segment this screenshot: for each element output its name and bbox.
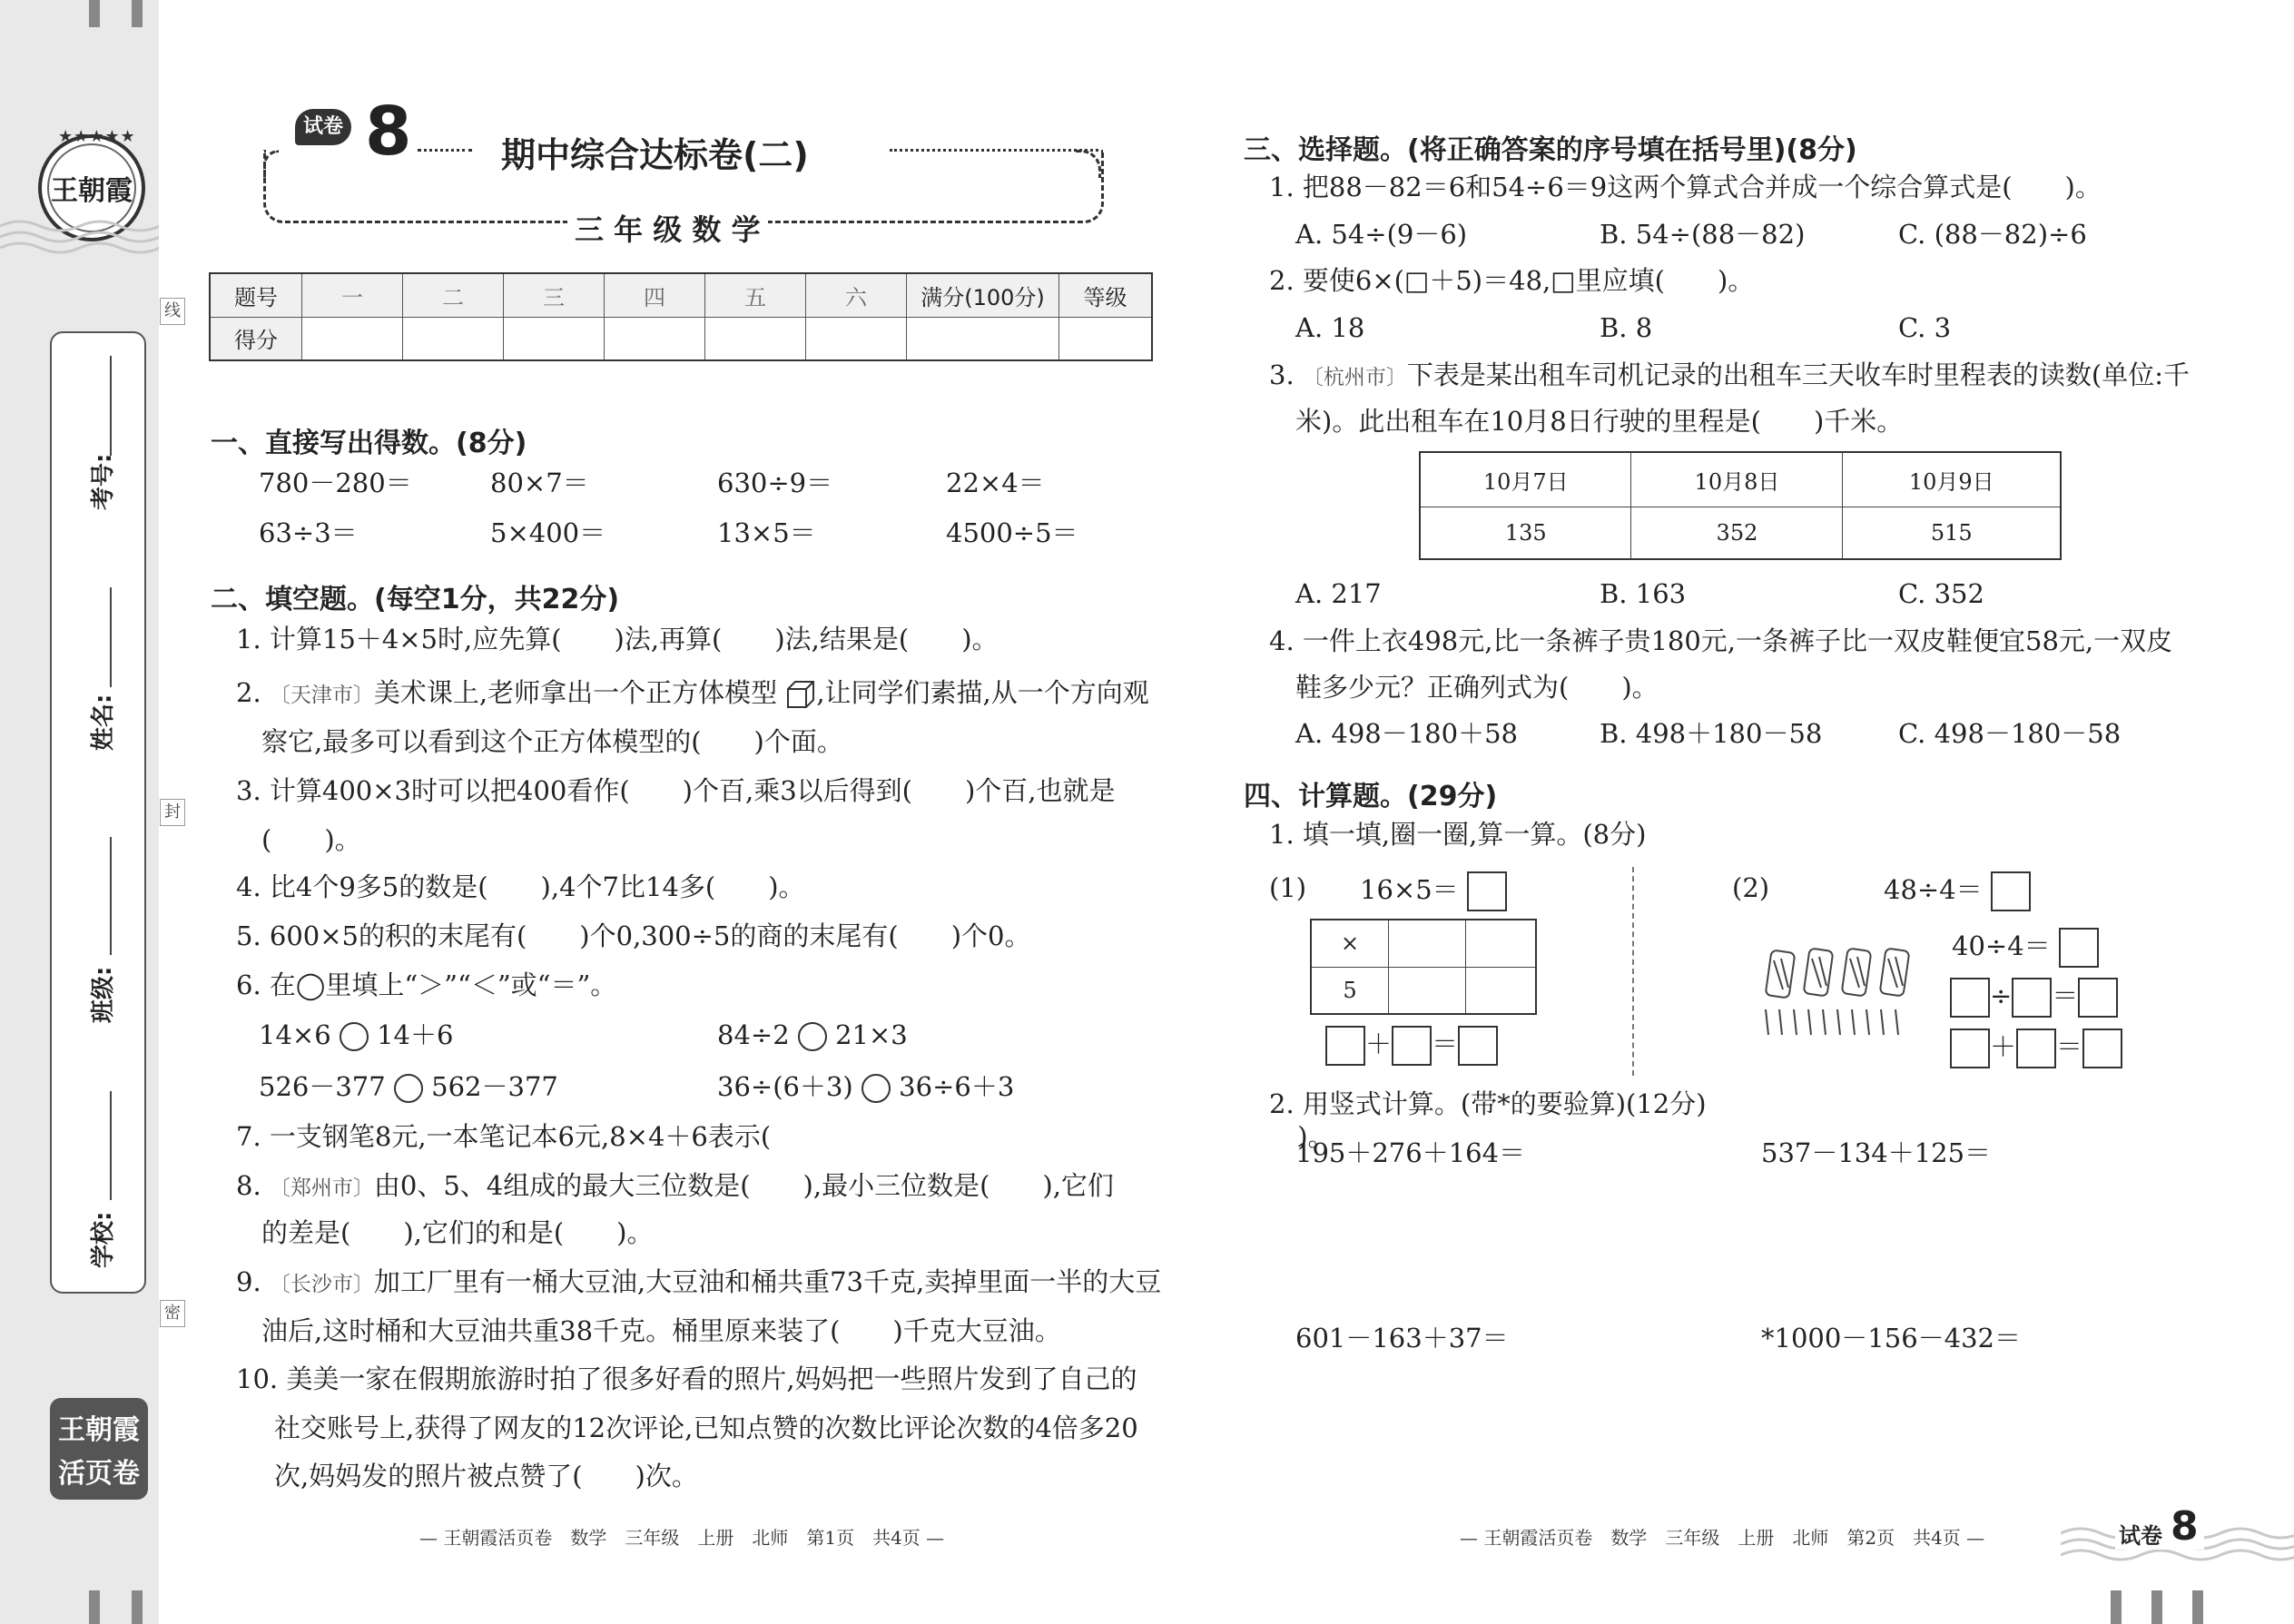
answer-box[interactable] [1325,1026,1365,1066]
s2-q9-line2: 油后,这时桶和大豆油共重38千克。桶里原来装了( )千克大豆油。 [261,1315,1061,1346]
s2-q8-text-a: 由0、5、4组成的最大三位数是( ),最小三位数是( ),它们 [373,1170,1114,1201]
s3-q4-line1: 4. 一件上衣498元,比一条裤子贵180元,一条裤子比一双皮鞋便宜58元,一双皮 [1269,625,2173,656]
s4-calc: 195＋276＋164＝ [1295,1137,1526,1168]
s2-q1: 1. 计算15＋4×5时,应先算( )法,再算( )法,结果是( )。 [236,624,999,655]
s4-calc: 601－163＋37＝ [1295,1323,1509,1353]
s3-q3-city: 〔杭州市〕 [1302,366,1407,389]
score-cell: 六 [806,273,907,317]
section4-title: 四、计算题。(29分) [1244,781,1498,812]
s2-q2-city: 〔天津市〕 [269,684,374,707]
score-header-row [210,273,1152,317]
cube-icon [785,679,816,710]
side-strip-mark [89,1590,100,1624]
s3-q3-num: 3. [1269,359,1295,390]
header-rule-right [890,149,1098,152]
s4-p2-label: (2) [1732,872,1770,903]
s2-q9-city: 〔长沙市〕 [269,1273,374,1296]
score-entry[interactable] [1059,317,1153,360]
equals-sign: ＝ [2056,1031,2083,1062]
odometer-header-row [1420,452,2061,507]
s4-p2-sum-row [1950,1029,2122,1068]
answer-box[interactable] [1458,1026,1498,1066]
bottom-logo-line2: 活页卷 [58,1458,140,1490]
field-banji-line[interactable] [110,837,112,955]
s2-q10-line2: 社交账号上,获得了网友的12次评论,已知点赞的次数比评论次数的4倍多20 [274,1412,1138,1443]
s2-q3-line1: 3. 计算400×3时可以把400看作( )个百,乘3以后得到( )个百,也就是 [236,775,1116,806]
compare-circle[interactable] [340,1022,369,1051]
s1-item: 80×7＝ [490,468,589,498]
grid-cell[interactable] [1466,920,1537,967]
score-cell: 题号 [210,273,302,317]
s2-q6-compare [717,1019,908,1051]
page-title: 期中综合达标卷(二) [501,135,809,175]
plus-sign: ＋ [1990,1031,2017,1062]
answer-box[interactable] [1950,1029,1990,1068]
s2-q8-line1 [236,1170,1114,1201]
s2-q6-compare [717,1071,1015,1103]
s3-q1: 1. 把88－82＝6和54÷6＝9这两个算式合并成一个综合算式是( )。 [1269,172,2102,202]
s2-q8-num: 8. [236,1170,261,1201]
footer-right: — 王朝霞活页卷 数学 三年级 上册 北师 第2页 共4页 — [1460,1527,1985,1549]
s3-q3-opt: A. 217 [1295,578,1382,609]
score-entry[interactable] [403,317,504,360]
student-info-box [50,331,146,1294]
odometer-value: 135 [1420,507,1631,559]
odometer-value: 515 [1843,507,2061,559]
equals-sign: ＝ [2052,980,2079,1011]
score-entry[interactable] [605,317,705,360]
grid-cell[interactable] [1389,920,1466,967]
s1-item: 5×400＝ [490,517,606,548]
odometer-header: 10月8日 [1631,452,1843,507]
side-strip-mark [132,1590,143,1624]
s3-q3-line2: 米)。此出租车在10月8日行驶的里程是( )千米。 [1295,406,1904,437]
score-cell: 等级 [1059,273,1153,317]
field-xuexiao-line[interactable] [110,1091,112,1200]
side-strip-mark [89,0,100,27]
score-cell: 四 [605,273,705,317]
answer-box[interactable] [1467,871,1507,911]
s3-q3-opt: B. 163 [1600,578,1687,609]
s3-q1-opt: B. 54÷(88－82) [1600,219,1806,250]
compare-left: 526－377 [259,1071,386,1102]
compare-right: 14＋6 [377,1019,454,1050]
answer-box[interactable] [2016,1029,2056,1068]
s2-q8-city: 〔郑州市〕 [269,1176,374,1200]
bottom-right-mark [2192,1590,2203,1624]
binding-char-mi: 密 [160,1300,185,1327]
s3-q2-opt: B. 8 [1600,312,1653,343]
multiplication-grid [1310,919,1537,1015]
side-strip-mark [132,0,143,27]
s2-q6-compare [259,1071,558,1103]
s1-item: 780－280＝ [259,468,412,498]
score-row-label: 得分 [210,317,302,360]
bottom-right-mark [2151,1590,2162,1624]
compare-circle[interactable] [798,1022,827,1051]
s2-q2-text-b: ,让同学们素描,从一个方向观 [816,677,1149,708]
equals-sign: ＝ [1432,1029,1459,1059]
s2-q10-line3: 次,妈妈发的照片被点赞了( )次。 [274,1461,698,1491]
s4-q1: 1. 填一填,圈一圈,算一算。(8分) [1269,819,1647,850]
s4-p1-label: (1) [1269,872,1307,903]
compare-left: 14×6 [259,1019,331,1050]
s2-q3-line2: ( )。 [261,824,361,855]
s2-q6-compare [259,1019,454,1051]
part-divider [1632,867,1634,1076]
score-entry[interactable] [705,317,806,360]
footer-badge-label: 试卷 [2115,1518,2166,1550]
s3-q2-opt: C. 3 [1898,312,1952,343]
s2-q2-num: 2. [236,677,261,708]
s2-q10-line1: 10. 美美一家在假期旅游时拍了很多好看的照片,妈妈把一些照片发到了自己的 [236,1363,1137,1394]
s3-q1-opt: A. 54÷(9－6) [1295,219,1468,250]
answer-box[interactable] [2059,928,2099,968]
footer-badge-number: 8 [2165,1503,2204,1550]
answer-box[interactable] [1950,978,1990,1018]
odometer-header: 10月7日 [1420,452,1631,507]
wave-decoration [0,213,159,259]
grid-times: × [1311,920,1389,967]
brand-logo-text: 王朝霞 [51,175,133,207]
score-cell: 三 [504,273,605,317]
compare-left: 84÷2 [717,1019,790,1050]
divide-sign: ÷ [1990,980,2013,1011]
field-kaohao-line[interactable] [110,356,112,456]
score-table [209,272,1153,361]
field-xingming-line[interactable] [110,587,112,687]
grid-cell[interactable] [1389,967,1466,1014]
label-xingming: 姓名: [90,694,117,751]
s3-q1-opt: C. (88－82)÷6 [1898,219,2087,250]
s4-calc: *1000－156－432＝ [1761,1323,2022,1353]
header-rule-left [418,149,472,152]
s3-q4-opt: B. 498＋180－58 [1600,718,1823,749]
s4-p2-expr-text: 48÷4＝ [1884,874,1983,905]
binding-char-xian: 线 [160,298,185,325]
s3-q3-opt: C. 352 [1898,578,1984,609]
s2-q7: 7. 一支钢笔8元,一本笔记本6元,8×4＋6表示( )。 [236,1121,1334,1152]
s2-q2-text-a: 美术课上,老师拿出一个正方体模型 [373,677,778,708]
s3-q4-opt: C. 498－180－58 [1898,718,2122,749]
odometer-header: 10月9日 [1843,452,2061,507]
compare-circle[interactable] [394,1074,423,1103]
s4-p1-sum [1325,1026,1498,1066]
s2-q8-line2: 的差是( ),它们的和是( )。 [261,1217,654,1248]
s4-p1-expr-text: 16×5＝ [1360,874,1459,905]
binding-char-feng: 封 [160,799,185,826]
plus-sign: ＋ [1365,1029,1393,1059]
compare-right: 36÷6＋3 [899,1071,1015,1102]
odometer-value: 352 [1631,507,1843,559]
bottom-brand-logo [50,1398,148,1500]
s2-q9-num: 9. [236,1266,261,1297]
compare-right: 562－377 [431,1071,558,1102]
score-entry[interactable] [806,317,907,360]
score-cell: 满分(100分) [907,273,1059,317]
s4-p2-expr2 [1952,928,2099,968]
s3-q4-line2: 鞋多少元？正确列式为( )。 [1295,672,1659,703]
header-number: 8 [365,93,412,171]
answer-box[interactable] [1392,1026,1432,1066]
s4-q2: 2. 用竖式计算。(带*的要验算)(12分) [1269,1088,1707,1119]
page-subtitle: 三 年 级 数 学 [567,207,768,249]
s2-q9-text-a: 加工厂里有一桶大豆油,大豆油和桶共重73千克,卖掉里面一半的大豆 [373,1266,1162,1297]
score-entry[interactable] [907,317,1059,360]
sticks-bundle-icon [1761,944,1925,1044]
s3-q3-text-a: 下表是某出租车司机记录的出租车三天收车时里程表的读数(单位:千 [1406,359,2190,390]
s4-p1-expr [1360,871,1507,911]
answer-box[interactable] [2012,978,2052,1018]
odometer-value-row [1420,507,2061,559]
score-entry[interactable] [302,317,403,360]
s1-item: 4500÷5＝ [946,517,1078,548]
s4-p2-div-row [1950,978,2118,1018]
grid-cell[interactable] [1466,967,1537,1014]
s1-item: 13×5＝ [717,517,816,548]
score-entry-row [210,317,1152,360]
s2-q9-line1 [236,1266,1162,1297]
footer-left: — 王朝霞活页卷 数学 三年级 上册 北师 第1页 共4页 — [419,1527,945,1549]
label-banji: 班级: [90,966,117,1023]
compare-right: 21×3 [835,1019,908,1050]
label-xuexiao: 学校: [90,1211,117,1268]
s3-q2: 2. 要使6×(□＋5)＝48,□里应填( )。 [1269,265,1755,296]
s1-item: 22×4＝ [946,468,1045,498]
bottom-right-mark [2111,1590,2122,1624]
s1-item: 630÷9＝ [717,468,833,498]
s4-calc: 537－134＋125＝ [1761,1137,1992,1168]
section1-title: 一、直接写出得数。(8分) [211,428,527,459]
s1-item: 63÷3＝ [259,517,358,548]
header-badge [295,109,351,145]
score-entry[interactable] [504,317,605,360]
s3-q4-opt: A. 498－180＋58 [1295,718,1518,749]
seal-stars: ★★★★★ [58,127,136,146]
bottom-logo-line1: 王朝霞 [58,1414,140,1446]
s3-q3-line1 [1269,359,2190,390]
answer-box[interactable] [1991,871,2031,911]
s3-q2-opt: A. 18 [1295,312,1365,343]
s2-q5: 5. 600×5的积的末尾有( )个0,300÷5的商的末尾有( )个0。 [236,920,1031,951]
s2-q2-line1 [236,679,1149,710]
grid-five: 5 [1311,967,1389,1014]
answer-box[interactable] [2078,978,2118,1018]
score-cell: 一 [302,273,403,317]
s4-p2-expr2-text: 40÷4＝ [1952,930,2051,961]
s2-q2-line2: 察它,最多可以看到这个正方体模型的( )个面。 [261,726,843,757]
score-cell: 二 [403,273,504,317]
score-cell: 五 [705,273,806,317]
odometer-table [1419,451,2062,560]
header-badge-text: 试卷 [302,115,343,138]
s2-q6: 6. 在◯里填上“＞”“＜”或“＝”。 [236,969,617,1000]
section3-title: 三、选择题。(将正确答案的序号填在括号里)(8分) [1244,134,1857,166]
compare-left: 36÷(6＋3) [717,1071,853,1102]
s2-q4: 4. 比4个9多5的数是( ),4个7比14多( )。 [236,871,805,902]
label-kaohao: 考号: [90,453,117,510]
compare-circle[interactable] [861,1074,891,1103]
answer-box[interactable] [2082,1029,2122,1068]
section2-title: 二、填空题。(每空1分，共22分) [211,584,620,615]
s4-p2-expr [1884,871,2031,911]
